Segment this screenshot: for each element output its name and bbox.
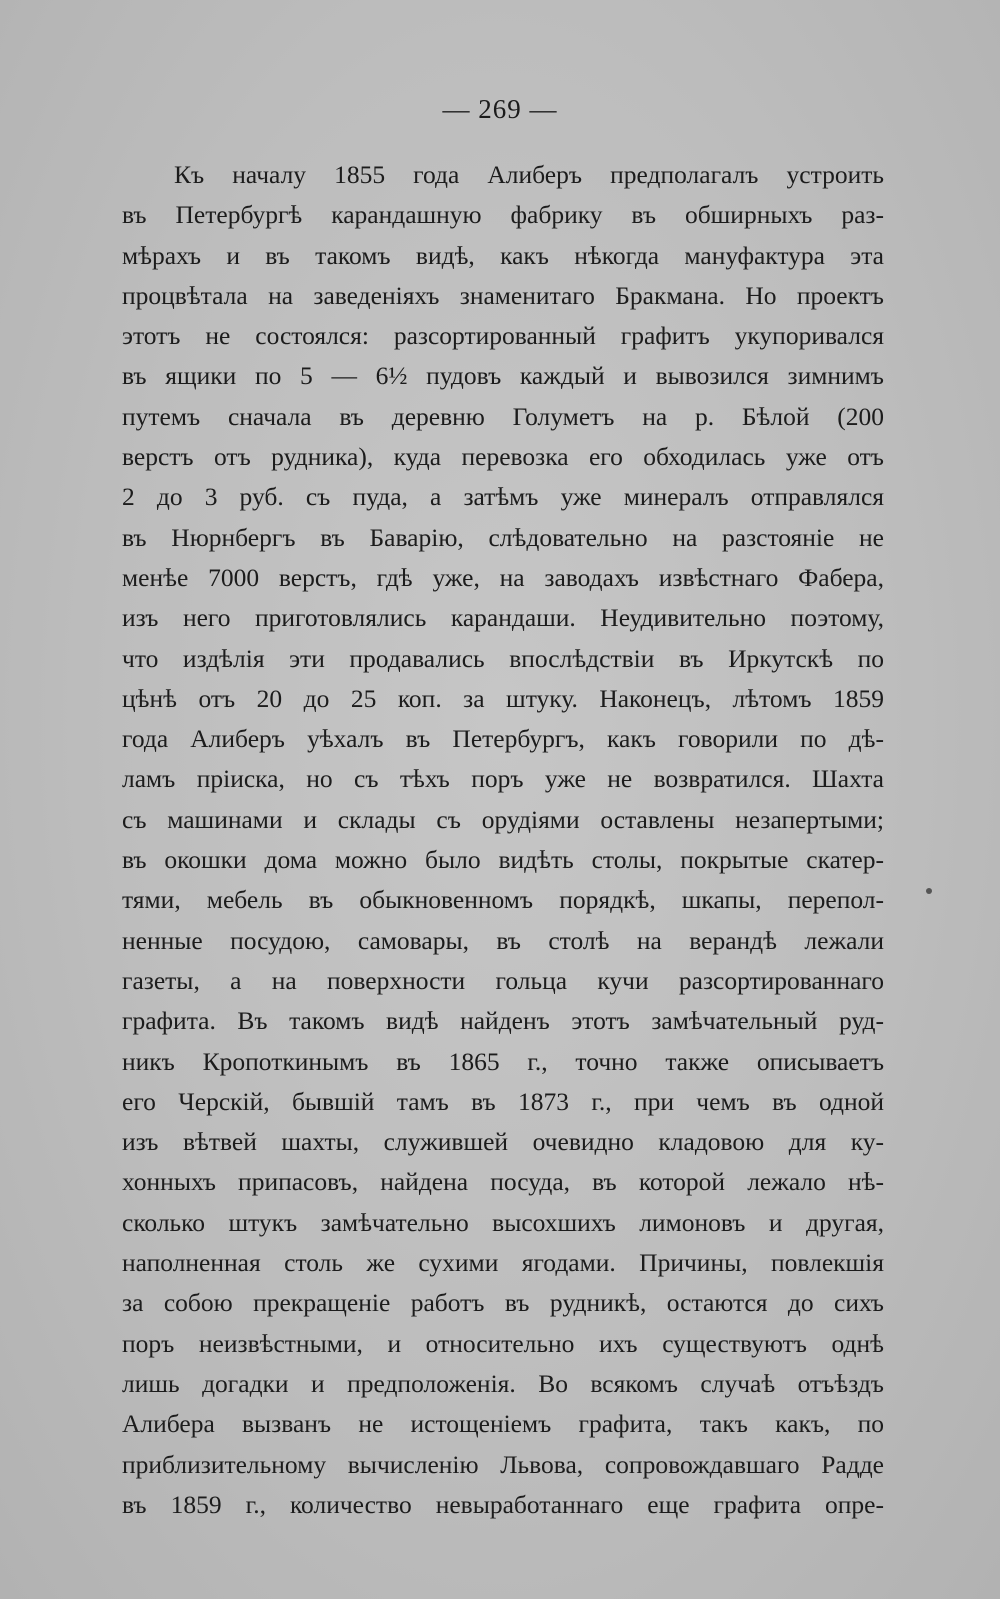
text-line: лишь догадки и предположенія. Во всякомъ случаѣ отъѣздъ	[122, 1368, 884, 1398]
text-line: изъ вѣтвей шахты, служившей очевидно кладовою для ку-	[122, 1127, 884, 1157]
body-text	[122, 155, 884, 1525]
text-line: въ 1859 г., количество невыработаннаго еще графита опре-	[122, 1489, 884, 1519]
text-line: 2 до 3 руб. съ пуда, а затѣмъ уже минералъ отправлялся	[122, 482, 884, 512]
text-line: Къ началу 1855 года Алиберъ предполагалъ устроить	[174, 160, 884, 189]
page-number: — 269 —	[442, 94, 558, 124]
text-line: его Черскій, бывшій тамъ въ 1873 г., при чемъ въ одной	[122, 1086, 884, 1116]
text-line: съ машинами и склады съ орудіями оставлены незапертыми;	[122, 804, 884, 834]
text-line: этотъ не состоялся: разсортированный графитъ укупоривался	[122, 321, 884, 351]
text-line: года Алиберъ уѣхалъ въ Петербургъ, какъ говорили по дѣ-	[122, 724, 884, 754]
text-line: поръ неизвѣстными, и относительно ихъ существуютъ однѣ	[122, 1328, 884, 1358]
text-line: сколько штукъ замѣчательно высохшихъ лимоновъ и другая,	[122, 1207, 884, 1237]
text-line: ламъ пріиска, но съ тѣхъ поръ уже не возвратился. Шахта	[122, 764, 884, 794]
text-line: никъ Кропоткинымъ въ 1865 г., точно также описываетъ	[122, 1046, 884, 1076]
text-line: тями, мебель въ обыкновенномъ порядкѣ, шкапы, перепол-	[122, 885, 884, 915]
text-line: мѣрахъ и въ такомъ видѣ, какъ нѣкогда мануфактура эта	[122, 240, 884, 270]
text-line: хонныхъ припасовъ, найдена посуда, въ которой лежало нѣ-	[122, 1167, 884, 1197]
text-line: приблизительному вычисленію Львова, сопровождавшаго Радде	[122, 1449, 884, 1479]
text-line: Алибера вызванъ не истощеніемъ графита, такъ какъ, по	[122, 1409, 884, 1439]
text-line: что издѣлія эти продавались впослѣдствіи въ Иркутскѣ по	[122, 643, 884, 673]
text-line: наполненная столь же сухими ягодами. Причины, повлекшія	[122, 1248, 884, 1278]
text-line: за собою прекращеніе работъ въ рудникѣ, остаются до сихъ	[122, 1288, 884, 1318]
text-line: газеты, а на поверхности гольца кучи разсортированнаго	[122, 965, 884, 995]
text-line: верстъ отъ рудника), куда перевозка его обходилась уже отъ	[122, 442, 884, 472]
text-line: въ Петербургѣ карандашную фабрику въ обширныхъ раз-	[122, 200, 884, 230]
text-line: ненные посудою, самовары, въ столѣ на верандѣ лежали	[122, 925, 884, 955]
text-line: путемъ сначала въ деревню Голуметъ на р. Бѣлой (200	[122, 401, 884, 431]
ink-speck	[926, 888, 932, 894]
text-line: въ окошки дома можно было видѣть столы, покрытые скатер-	[122, 845, 884, 875]
text-line: въ ящики по 5 — 6½ пудовъ каждый и вывозился зимнимъ	[122, 361, 884, 391]
text-line: графита. Въ такомъ видѣ найденъ этотъ замѣчательный руд-	[122, 1006, 884, 1036]
text-line: менѣе 7000 верстъ, гдѣ уже, на заводахъ извѣстнаго Фабера,	[122, 562, 884, 592]
text-line: цѣнѣ отъ 20 до 25 коп. за штуку. Наконецъ, лѣтомъ 1859	[122, 683, 884, 713]
text-line: процвѣтала на заведеніяхъ знаменитаго Бракмана. Но проектъ	[122, 280, 884, 310]
text-line: въ Нюрнбергъ въ Баварію, слѣдовательно на разстояніе не	[122, 522, 884, 552]
text-line: изъ него приготовлялись карандаши. Неудивительно поэтому,	[122, 603, 884, 633]
